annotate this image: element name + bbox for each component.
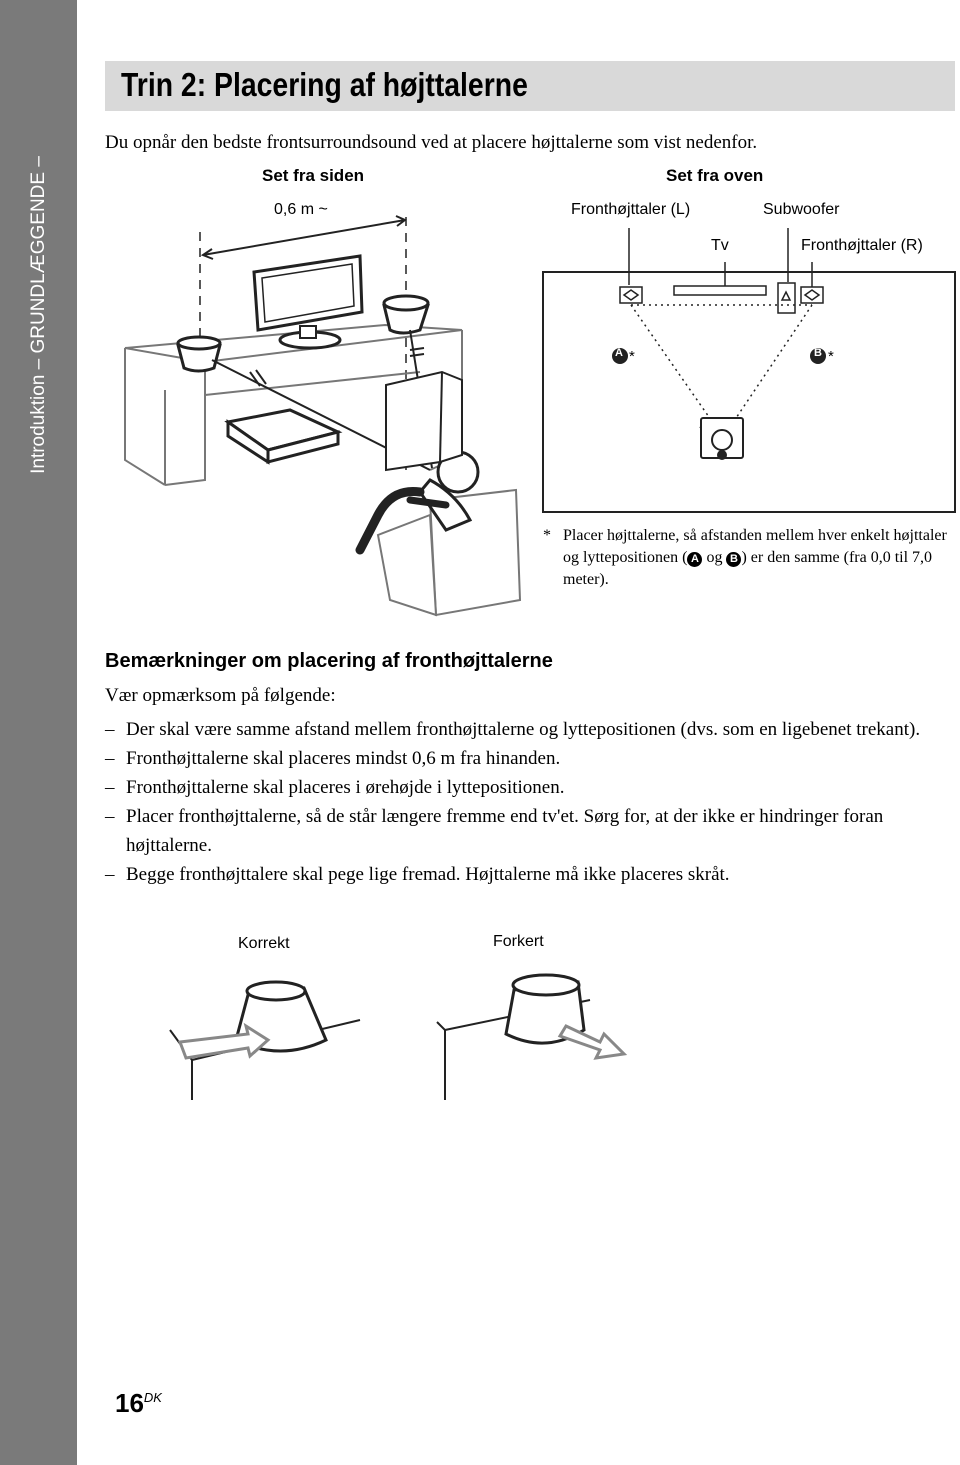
front-left-label: Fronthøjttaler (L) (571, 201, 691, 218)
top-view-heading: Set fra oven (666, 166, 764, 185)
footnote-og: og (702, 549, 727, 566)
listener-top-icon (700, 418, 743, 459)
footnote-marker-a: A (687, 552, 702, 567)
sidebar-tab (0, 0, 77, 1465)
list-item (105, 802, 955, 860)
list-item (105, 860, 955, 889)
dash-mark: – (105, 777, 115, 798)
wrong-arrow-icon (560, 1026, 624, 1058)
marker-b-asterisk: * (828, 348, 834, 365)
footnote-text-2: ) er den samme (fra 0,0 til 7,0 meter). (563, 549, 933, 588)
sidebar-label: Introduktion – GRUNDLÆGGENDE – (28, 156, 49, 474)
list-item-text: Begge fronthøjttalere skal pege lige fremad. Højttalerne må ikke placeres skråt. (126, 864, 730, 885)
distance-arrow (203, 220, 405, 255)
top-view-diagram (540, 225, 960, 525)
subwoofer-label: Subwoofer (763, 201, 840, 218)
page-suffix: DK (143, 1390, 162, 1405)
intro-text: Du opnår den bedste frontsurroundsound ved at placere højttalerne som vist nedenfor. (105, 132, 758, 153)
receiver-icon (228, 410, 338, 462)
list-item-text: Fronthøjttalerne skal placeres i ørehøjde i lyttepositionen. (126, 777, 565, 798)
subwoofer-top (778, 283, 795, 313)
notes-lead: Vær opmærksom på følgende: (105, 685, 336, 706)
dash-mark: – (105, 806, 115, 827)
tv-label: Tv (711, 237, 729, 254)
table-corner-right (437, 1022, 445, 1100)
subwoofer-icon (386, 372, 462, 470)
distance-label: 0,6 m ~ (274, 201, 328, 218)
room-outline (543, 272, 955, 512)
side-view-diagram (110, 190, 530, 630)
list-item (105, 773, 955, 802)
page-number-value: 16 (115, 1388, 144, 1418)
notes-list (105, 715, 955, 889)
list-item (105, 715, 955, 744)
list-item-text: Fronthøjttalerne skal placeres mindst 0,6 m fra hinanden. (126, 748, 561, 769)
wrong-label: Forkert (493, 933, 544, 950)
list-item-text: Placer fronthøjttalerne, så de står længere fremme end tv'et. Sørg for, at der ikke er hindringer foran højttalerne. (126, 806, 884, 856)
footnote (543, 525, 958, 591)
marker-a-letter: A (615, 347, 623, 359)
dash-mark: – (105, 748, 115, 769)
marker-b-letter: B (814, 347, 822, 359)
page-title: Trin 2: Placering af højttalerne (121, 66, 528, 103)
tv-top-icon (674, 286, 766, 295)
list-item (105, 744, 955, 773)
footnote-marker-b: B (726, 552, 741, 567)
marker-a-asterisk: * (629, 348, 635, 365)
dash-mark: – (105, 719, 115, 740)
left-speaker-icon (178, 337, 220, 371)
list-item-text: Der skal være samme afstand mellem fronthøjttalerne og lyttepositionen (dvs. som en ligebenet trekant). (126, 719, 921, 740)
front-right-label: Fronthøjttaler (R) (801, 237, 923, 254)
correct-label: Korrekt (238, 935, 290, 952)
title-bar (105, 61, 955, 111)
correct-arrow-icon (180, 1026, 268, 1058)
right-speaker-icon (384, 296, 428, 333)
page-number (115, 1388, 162, 1419)
dash-mark: – (105, 864, 115, 885)
side-view-heading: Set fra siden (262, 166, 365, 185)
notes-heading: Bemærkninger om placering af fronthøjttalerne (105, 650, 553, 672)
orientation-diagram (170, 970, 640, 1110)
footnote-text-1: Placer højttalerne, så afstanden mellem hver enkelt højttaler og lyttepositionen ( (563, 527, 947, 566)
footnote-star: * (543, 527, 551, 544)
